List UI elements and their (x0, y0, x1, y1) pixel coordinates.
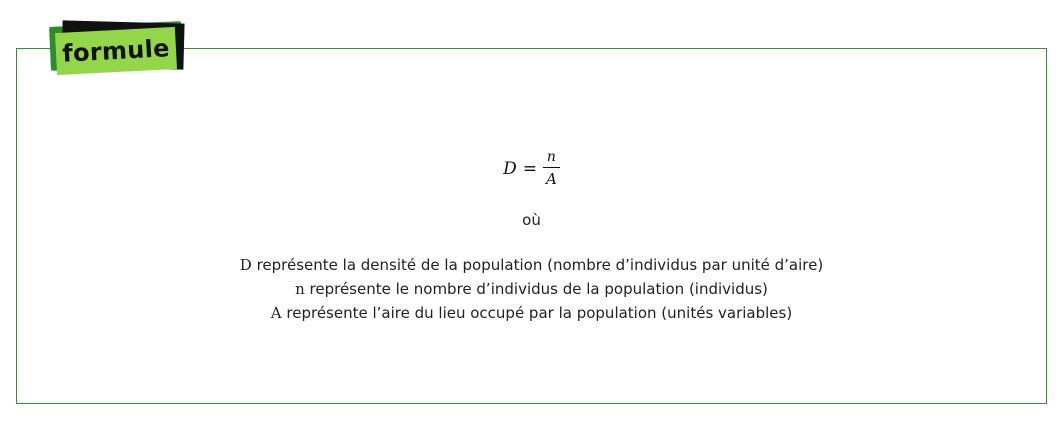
fraction-denominator: A (546, 170, 557, 188)
tag-front-layer (55, 27, 177, 75)
definition-text: représente la densité de la population (nombre d’individus par unité d’aire) (251, 256, 824, 274)
formula-box (16, 48, 1047, 404)
definitions-list (17, 253, 1046, 325)
equation-lhs: D (503, 158, 517, 179)
formula-equation (17, 149, 1046, 188)
definition-symbol: A (270, 304, 282, 322)
definition-text: représente l’aire du lieu occupé par la population (unités variables) (281, 304, 793, 322)
definition-symbol: D (239, 256, 252, 274)
definition-line (17, 301, 1046, 325)
connector-text: où (522, 211, 541, 229)
formula-tag (48, 22, 184, 74)
definition-line (17, 277, 1046, 301)
definition-line (17, 253, 1046, 277)
equation-equals: = (522, 158, 538, 179)
fraction-numerator: n (546, 149, 556, 165)
tag-label: formule (61, 34, 171, 68)
equation-fraction (543, 149, 560, 188)
definition-symbol: n (295, 280, 305, 298)
definition-text: représente le nombre d’individus de la population (individus) (304, 280, 768, 298)
